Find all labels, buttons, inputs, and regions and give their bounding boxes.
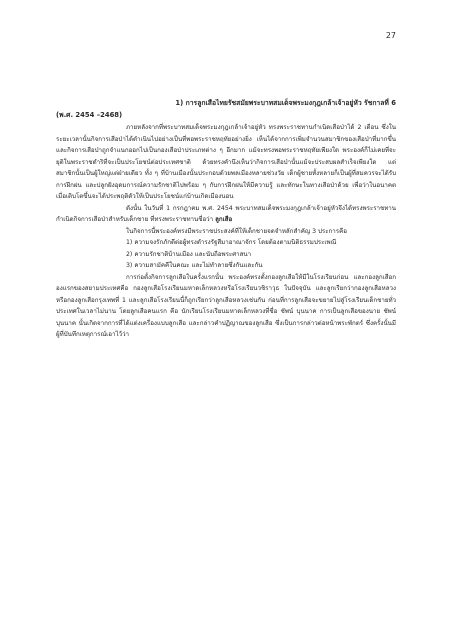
principle-item-1: 1) ความจงรักภักดีต่อผู้ทรงดำรงรัฐสีมาอาณาจักร โดยต้องตามนิติธรรมประเพณี — [126, 239, 337, 246]
principle-item-3: 3) ความสามัคคีในคณะ และไม่ทำลายซึ่งกันและกัน — [126, 262, 263, 269]
document-body — [56, 98, 396, 341]
founding-text: ดังนั้น ในวันที่ 1 กรกฎาคม พ.ศ. 2454 พระบาทสมเด็จพระมงกุฎเกล้าเจ้าอยู่หัวจึงได้ทรงพระราชทานกำเนิดกิจการเสือป่าสำหรับเด็กชาย ที่ทรงพระราชทานชื่อว่า — [56, 204, 396, 223]
scout-term: ลูกเสือ — [215, 216, 233, 223]
section-heading-line1: 1) การลูกเสือไทยรัชสมัยพระบาทสมเด็จพระมงกุฎเกล้าเจ้าอยู่หัว รัชกาลที่ 6 — [175, 99, 396, 107]
paragraph-founding — [56, 203, 396, 226]
section-heading-line2: (พ.ศ. 2454 –2468) — [56, 110, 123, 119]
paragraph-first-troop: การก่อตั้งกิจการลูกเสือในครั้งแรกนั้น พระองค์ทรงตั้งกองลูกเสือให้มีในโรงเรียนก่อน และกองลูกเสือกองแรกของสยามประเทศคือ กองลูกเสือโรงเรียนมหาดเล็กหลวงหรือโรงเรียนวชิราวุธ ในปัจจุบัน และลูกเรียกว่ากองลูกเสือหลวง หรือกองลูกเสือกรุงเทพที่ 1 และลูกเสือโรงเรียนนี้ก็ถูกเรียกว่าลูกเสือหลวงเช่นกัน ก่อนที่การลูกเสือจะขยายไปสู่โรงเรียนเด็กชายทั่วประเทศในเวลาไม่นาน โดยลูกเสือคนแรก คือ นักเรียนโรงเรียนมหาดเล็กหลวงที่ชื่อ ชัพน์ บุนนาค การเป็นลูกเสือของนาย ชัพน์ บุนนาค นั้นเกิดจากการที่ได้แต่งเครื่องแบบลูกเสือ และกล่าวคำปฏิญาณของลูกเสือ ซึ่งเป็นการกล่าวต่อหน้าพระพักตร์ ซึ่งครั้งนั้นมีผู้ที่บันทึกเหตุการณ์เอาไว้ว่า — [56, 273, 396, 338]
paragraph-principles-intro: ในกิจการนี้พระองค์ทรงมีพระราชประสงค์ที่ให้เด็กชายจดจำหลักสำคัญ 3 ประการคือ — [126, 227, 347, 235]
section-heading — [56, 98, 396, 121]
principle-item-2: 2) ความรักชาติบ้านเมือง และนับถือพระศาสนา — [126, 250, 252, 258]
page-number: 27 — [385, 31, 396, 40]
paragraph-history: ภายหลังจากที่พระบาทสมเด็จพระมงกุฎเกล้าเจ้าอยู่หัว ทรงพระราชทานกำเนิดเสือป่าได้ 2 เดือน ซึ่งในระยะเวลานั้นกิจการเสือป่าได้ดำเนินไปอย่างเป็นที่พอพระราชหฤทัยอย่างยิ่ง เห็นได้จากการเพิ่มจำนวนสมาชิกของเสือป่าที่มากขึ้น และกิจการเสือป่าถูกจำแนกออกไปเป็นกองเสือป่าประเภทต่าง ๆ อีกมาก แม้จะทรงพอพระราชหฤทัยเพียงใด พระองค์ก็ไม่เคยที่จะยุติในพระราชดำริที่จะเป็นประโยชน์ต่อประเทศชาติ ด้วยทรงคำนึงเห็นว่ากิจการเสือป่านั้นแม้จะประสบผลสำเร็จเพียงใด แต่สมาชิกนั้นเป็นผู้ใหญ่แต่ฝ่ายเดียว ทั้ง ๆ ที่บ้านเมืองนั้นประกอบด้วยพลเมืองหลายช่วงวัย เด็กผู้ชายทั้งหลายก็เป็นผู้ที่สมควรจะได้รับการฝึกฝน และปลูกฝังอุดมการณ์ความรักชาติไปพร้อม ๆ กับการฝึกฝนให้มีความรู้ และทักษะในทางเสือป่าด้วย เพื่อว่าในอนาคตเมื่อเติบโตขึ้นจะได้ประพฤติตัวให้เป็นประโยชน์แก่บ้านเกิดเมืองนอน — [56, 124, 396, 200]
